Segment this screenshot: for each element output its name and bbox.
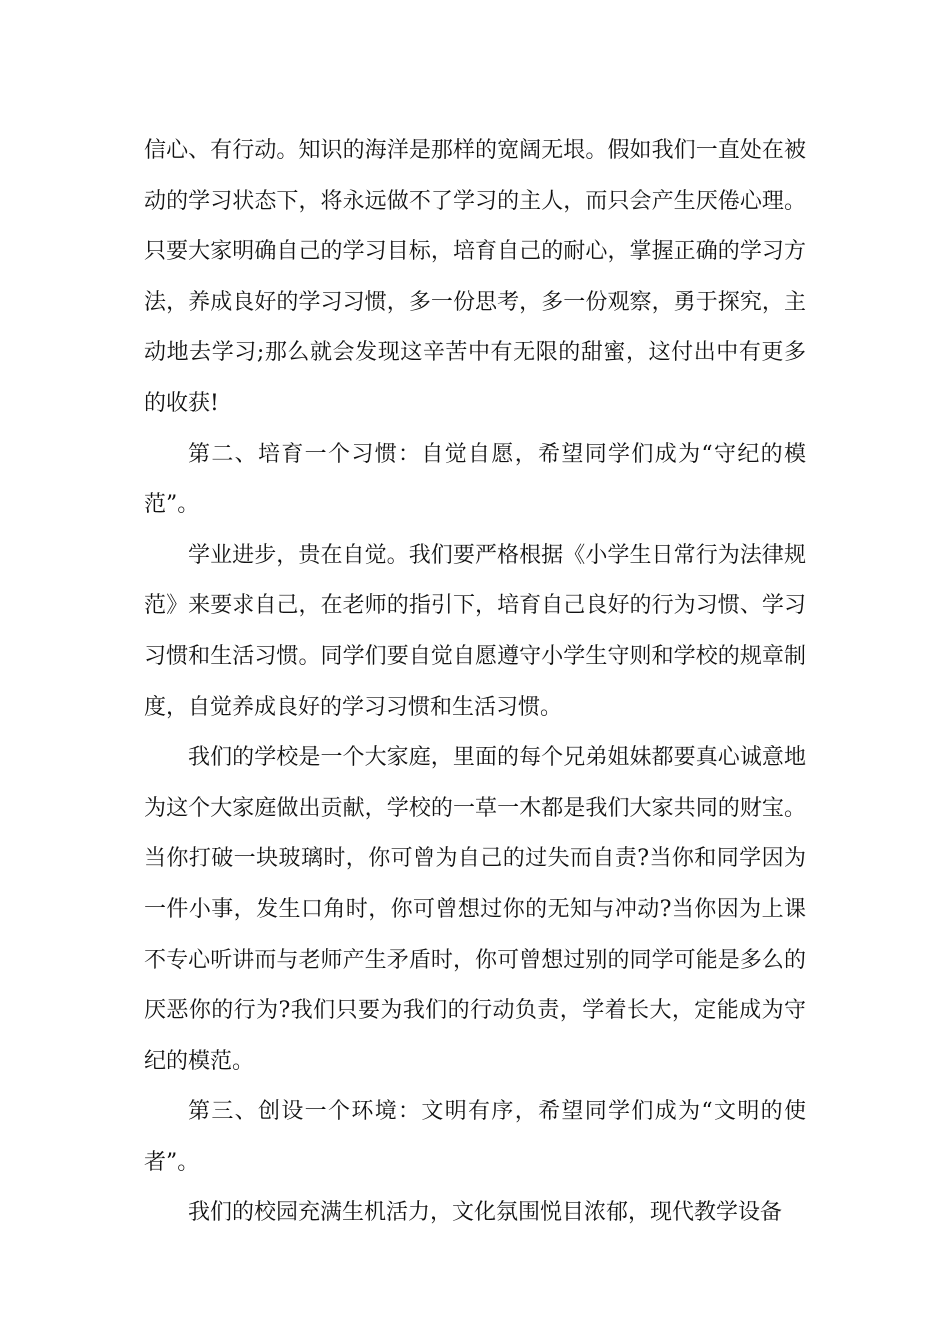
paragraph-2-heading: 第二、培育一个习惯：自觉自愿，希望同学们成为“守纪的模范”。 — [144, 441, 806, 518]
paragraph-1: 信心、有行动。知识的海洋是那样的宽阔无垠。假如我们一直处在被动的学习状态下，将永远做不了学习的主人，而只会产生厌倦心理。只要大家明确自己的学习目标，培育自己的耐心，掌握正确的学习方法，养成良好的学习习惯，多一份思考，多一份观察，勇于探究，主动地去学习;那么就会发现这辛苦中有无限的甜蜜，这付出中有更多的收获! — [144, 138, 806, 416]
paragraph-6: 我们的校园充满生机活力，文化氛围悦目浓郁，现代教学设备 — [188, 1200, 783, 1226]
document-page — [144, 126, 806, 1239]
paragraph-3: 学业进步，贵在自觉。我们要严格根据《小学生日常行为法律规范》来要求自己，在老师的指引下，培育自己良好的行为习惯、学习习惯和生活习惯。同学们要自觉自愿遵守小学生守则和学校的规章制度，自觉养成良好的学习习惯和生活习惯。 — [144, 542, 806, 720]
paragraph-5-heading: 第三、创设一个环境：文明有序，希望同学们成为“文明的使者”。 — [144, 1099, 806, 1175]
paragraph-4: 我们的学校是一个大家庭，里面的每个兄弟姐妹都要真心诚意地为这个大家庭做出贡献，学校的一草一木都是我们大家共同的财宝。当你打破一块玻璃时，你可曾为自己的过失而自责?当你和同学因为一件小事，发生口角时，你可曾想过你的无知与冲动?当你因为上课不专心听讲而与老师产生矛盾时，你可曾想过别的同学可能是多么的厌恶你的行为?我们只要为我们的行动负责，学着长大，定能成为守纪的模范。 — [144, 745, 806, 1074]
